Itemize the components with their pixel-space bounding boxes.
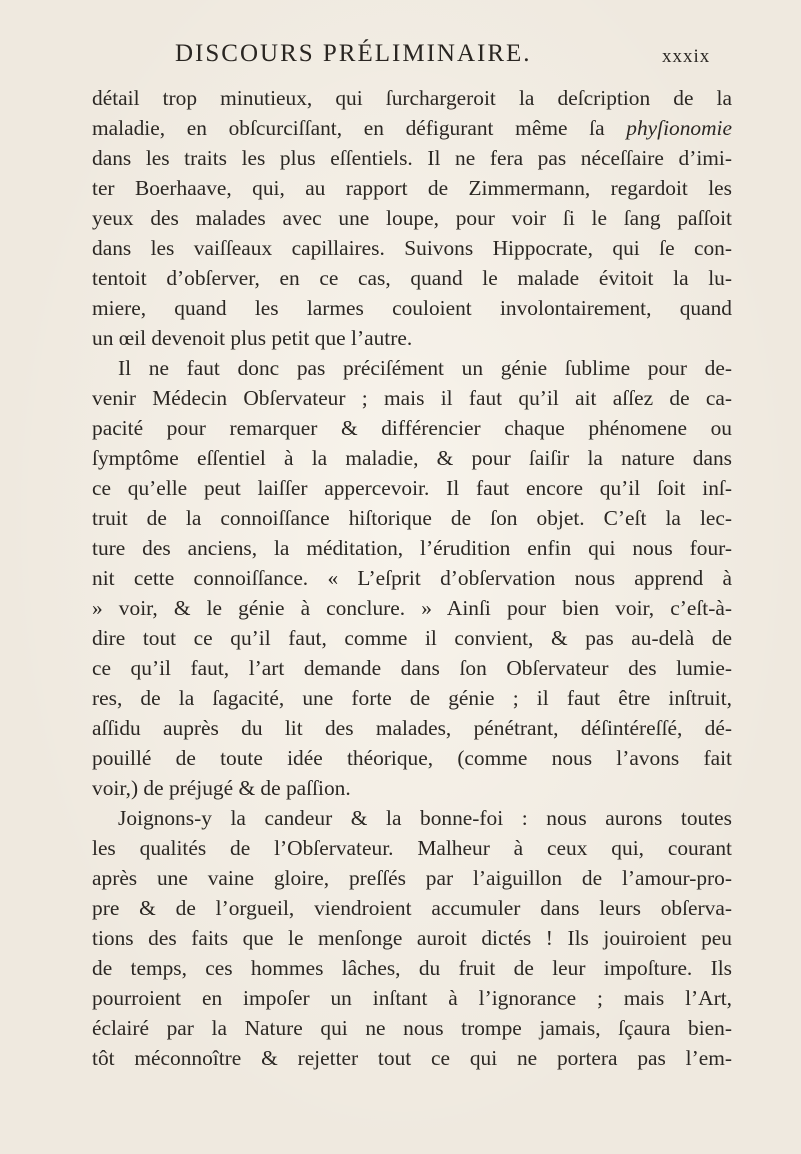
text-line: [92, 113, 732, 143]
text-line: ſymptôme eſſentiel à la maladie, & pour ſaiſir la nature dans: [92, 446, 732, 470]
text-line: Joignons-y la candeur & la bonne-foi : nous aurons toutes: [118, 806, 732, 830]
text-line: yeux des malades avec une loupe, pour voir ſi le ſang paſſoit: [92, 206, 732, 230]
page-number: xxxix: [662, 46, 711, 67]
text-segment: maladie, en obſcurciſſant, en défigurant même ſa: [92, 116, 627, 140]
text-line: tôt méconnoître & rejetter tout ce qui ne portera pas l’em-: [92, 1046, 732, 1070]
text-line: Il ne faut donc pas préciſément un génie ſublime pour de-: [118, 356, 732, 380]
text-line: venir Médecin Obſervateur ; mais il faut qu’il ait aſſez de ca-: [92, 386, 732, 410]
text-line: nit cette connoiſſance. « L’eſprit d’obſervation nous apprend à: [92, 566, 732, 590]
text-line: éclairé par la Nature qui ne nous trompe jamais, ſçaura bien-: [92, 1016, 732, 1040]
text-line: aſſidu auprès du lit des malades, pénétrant, déſintéreſſé, dé-: [92, 716, 732, 740]
running-title: DISCOURS PRÉLIMINAIRE.: [175, 40, 532, 67]
text-line: pre & de l’orgueil, viendroient accumuler dans leurs obſerva-: [92, 896, 732, 920]
italic-term: phyſionomie: [626, 116, 732, 140]
text-line: détail trop minutieux, qui ſurchargeroit la deſcription de la: [92, 86, 732, 110]
text-line: miere, quand les larmes couloient involontairement, quand: [92, 296, 732, 320]
text-line: truit de la connoiſſance hiſtorique de ſon objet. C’eſt la lec-: [92, 506, 732, 530]
text-line: res, de la ſagacité, une forte de génie ; il faut être inſtruit,: [92, 686, 732, 710]
text-line: après une vaine gloire, preſſés par l’aiguillon de l’amour-pro-: [92, 866, 732, 890]
text-line: ce qu’elle peut laiſſer appercevoir. Il faut encore qu’il ſoit inſ-: [92, 476, 732, 500]
text-line: de temps, ces hommes lâches, du fruit de leur impoſture. Ils: [92, 956, 732, 980]
text-line: tions des faits que le menſonge auroit dictés ! Ils jouiroient peu: [92, 926, 732, 950]
text-line: dans les traits les plus eſſentiels. Il ne fera pas néceſſaire d’imi-: [92, 146, 732, 170]
text-line: un œil devenoit plus petit que l’autre.: [92, 326, 413, 350]
text-line: » voir, & le génie à conclure. » Ainſi pour bien voir, c’eſt-à-: [92, 596, 732, 620]
text-line: les qualités de l’Obſervateur. Malheur à ceux qui, courant: [92, 836, 732, 860]
text-line: dans les vaiſſeaux capillaires. Suivons Hippocrate, qui ſe con-: [92, 236, 732, 260]
text-line: ce qu’il faut, l’art demande dans ſon Obſervateur des lumie-: [92, 656, 732, 680]
text-line: ture des anciens, la méditation, l’érudition enfin qui nous four-: [92, 536, 732, 560]
running-header: [0, 40, 801, 72]
text-line: pourroient en impoſer un inſtant à l’ignorance ; mais l’Art,: [92, 986, 732, 1010]
text-line: pouillé de toute idée théorique, (comme nous l’avons fait: [92, 746, 732, 770]
text-line: tentoit d’obſerver, en ce cas, quand le malade évitoit la lu-: [92, 266, 732, 290]
text-line: pacité pour remarquer & différencier chaque phénomene ou: [92, 416, 732, 440]
text-line: voir,) de préjugé & de paſſion.: [92, 776, 351, 800]
text-line: ter Boerhaave, qui, au rapport de Zimmermann, regardoit les: [92, 176, 732, 200]
text-line: dire tout ce qu’il faut, comme il convient, & pas au-delà de: [92, 626, 732, 650]
